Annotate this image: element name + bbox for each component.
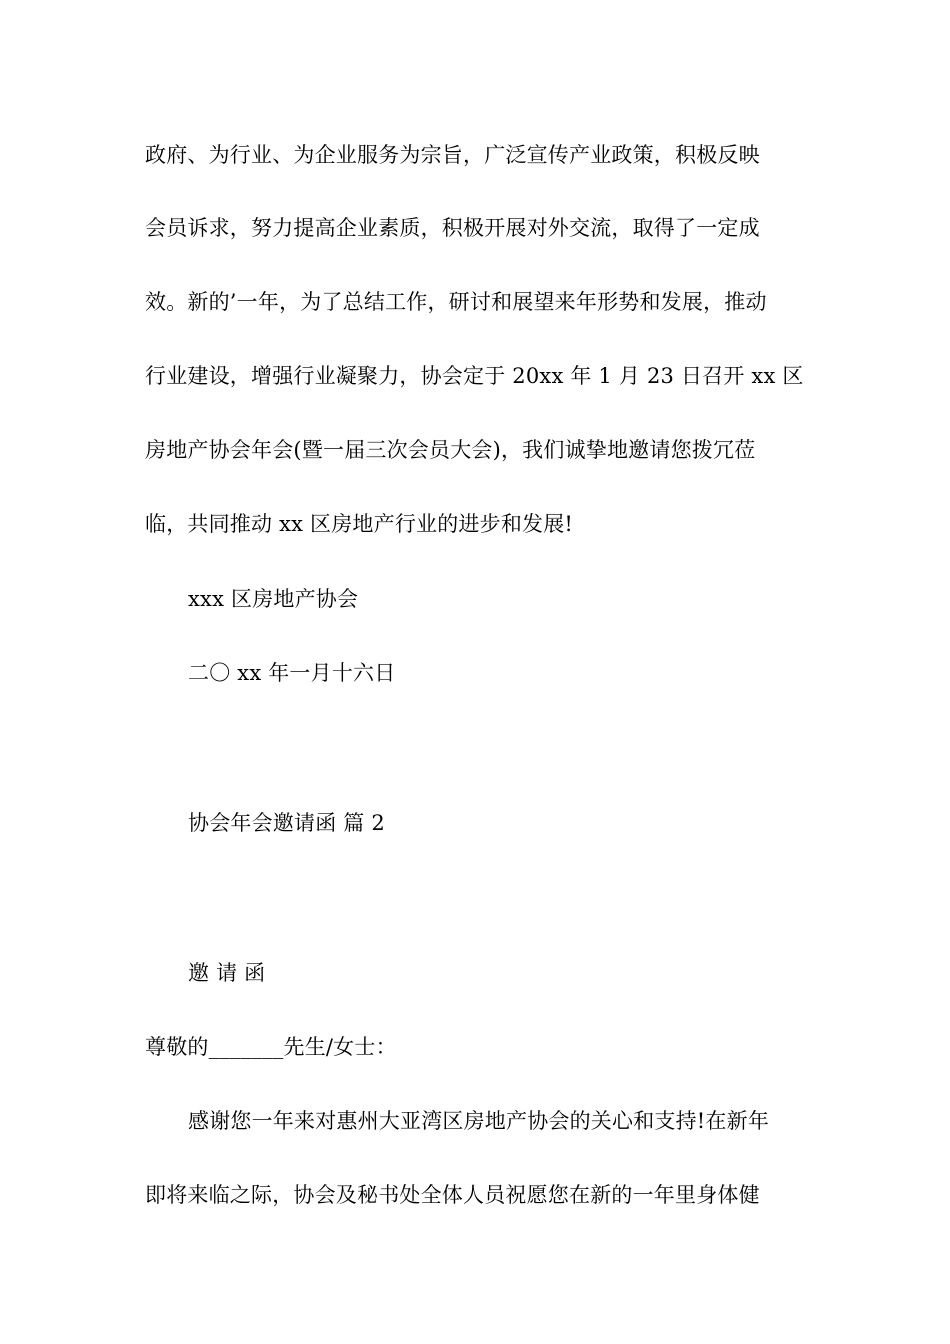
paragraph-line-6: 临，共同推动 xx 区房地产行业的进步和发展! (145, 512, 574, 536)
signature-organization: xxx 区房地产协会 (188, 587, 359, 611)
invitation-salutation: 尊敬的_______先生/女士： (145, 1035, 397, 1059)
invitation-body-line-1: 感谢您一年来对惠州大亚湾区房地产协会的关心和支持!在新年 (188, 1109, 770, 1133)
paragraph-line-3: 效。新的’一年，为了总结工作，研讨和展望来年形势和发展，推动 (145, 290, 767, 314)
signature-date: 二〇 xx 年一月十六日 (188, 661, 396, 685)
invitation-body-line-2: 即将来临之际，协会及秘书处全体人员祝愿您在新的一年里身体健 (145, 1183, 760, 1207)
invitation-title: 邀 请 函 (188, 961, 266, 985)
paragraph-line-5: 房地产协会年会(暨一届三次会员大会)，我们诚挚地邀请您拨冗莅 (145, 438, 756, 462)
paragraph-line-2: 会员诉求，努力提高企业素质，积极开展对外交流，取得了一定成 (145, 216, 760, 240)
paragraph-line-1: 政府、为行业、为企业服务为宗旨，广泛宣传产业政策，积极反映 (145, 143, 760, 167)
section-heading: 协会年会邀请函 篇 2 (188, 811, 385, 835)
paragraph-line-4: 行业建设，增强行业凝聚力，协会定于 20xx 年 1 月 23 日召开 xx 区 (145, 364, 804, 388)
